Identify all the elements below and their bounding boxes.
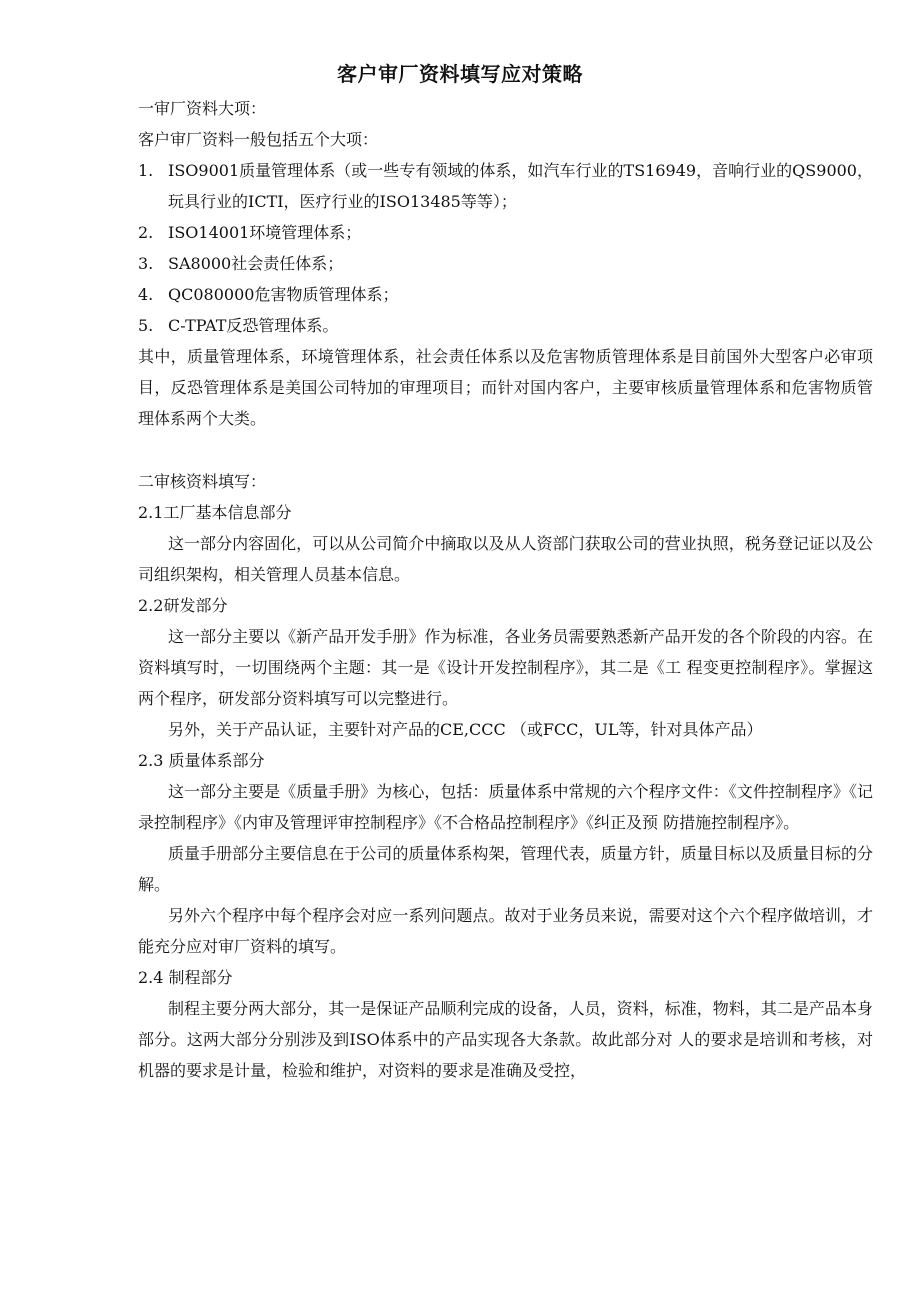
section-2-2-heading: 2.2研发部分 (138, 596, 228, 615)
section-2-1-paragraph: 这一部分内容固化，可以从公司简介中摘取以及从人资部门获取公司的营业执照，税务登记证以及公司组织架构，相关管理人员基本信息。 (138, 534, 873, 584)
list-item (138, 248, 873, 279)
list-item (138, 155, 873, 217)
list-item-number: 4. (138, 285, 154, 304)
list-item-text: C-TPAT反恐管理体系。 (168, 316, 339, 335)
list-item-text: QC080000危害物质管理体系； (168, 285, 399, 304)
section-2-1-heading: 2.1工厂基本信息部分 (138, 503, 292, 522)
list-item-number: 3. (138, 254, 154, 273)
section-2-2-paragraph-1: 这一部分主要以《新产品开发手册》作为标准，各业务员需要熟悉新产品开发的各个阶段的内容。在资料填写时，一切围绕两个主题：其一是《设计开发控制程序》，其二是《工 程变更控制程序》。掌握这两个程序，研发部分资料填写可以完整进行。 (138, 627, 873, 708)
list-item (138, 310, 873, 341)
section-2-4-heading: 2.4 制程部分 (138, 968, 233, 987)
list-item (138, 279, 873, 310)
list-item-text: ISO9001质量管理体系（或一些专有领域的体系，如汽车行业的TS16949，音响行业的QS9000，玩具行业的ICTI，医疗行业的ISO13485等等）； (168, 161, 873, 211)
section-2-3-paragraph-1: 这一部分主要是《质量手册》为核心，包括：质量体系中常规的六个程序文件：《文件控制程序》《记录控制程序》《内审及管理评审控制程序》《不合格品控制程序》《纠正及预 防措施控制程序》。 (138, 782, 873, 832)
document-body (138, 93, 873, 1086)
section-2-4-paragraph-1: 制程主要分两大部分，其一是保证产品顺利完成的设备，人员，资料，标准，物料，其二是产品本身部分。这两大部分分别涉及到ISO体系中的产品实现各大条款。故此部分对 人的要求是培训和考核，对机器的要求是计量，检验和维护，对资料的要求是准确及受控， (138, 999, 873, 1080)
section-1-intro: 客户审厂资料一般包括五个大项： (138, 130, 379, 149)
list-item (138, 217, 873, 248)
section-2-3-heading: 2.3 质量体系部分 (138, 751, 265, 770)
section-2-3-paragraph-2: 质量手册部分主要信息在于公司的质量体系构架，管理代表，质量方针，质量目标以及质量目标的分解。 (138, 844, 873, 894)
document-title: 客户审厂资料填写应对策略 (337, 62, 583, 86)
section-2-2-paragraph-2: 另外，关于产品认证，主要针对产品的CE,CCC （或FCC，UL等，针对具体产品） (168, 720, 763, 739)
list-item-number: 5. (138, 316, 154, 335)
section-2-3-paragraph-3: 另外六个程序中每个程序会对应一系列问题点。故对于业务员来说，需要对这个六个程序做培训，才能充分应对审厂资料的填写。 (138, 906, 873, 956)
section-2-heading: 二审核资料填写： (138, 472, 267, 491)
list-item-number: 1. (138, 161, 154, 180)
list-item-text: ISO14001环境管理体系； (168, 223, 362, 242)
section-1-summary: 其中，质量管理体系，环境管理体系，社会责任体系以及危害物质管理体系是目前国外大型客户必审项目，反恐管理体系是美国公司特加的审理项目；而针对国内客户，主要审核质量管理体系和危害物质管理体系两个大类。 (138, 347, 873, 428)
list-item-text: SA8000社会责任体系； (168, 254, 344, 273)
paragraph-spacer (138, 434, 873, 466)
list-item-number: 2. (138, 223, 154, 242)
section-1-heading: 一审厂资料大项： (138, 99, 267, 118)
